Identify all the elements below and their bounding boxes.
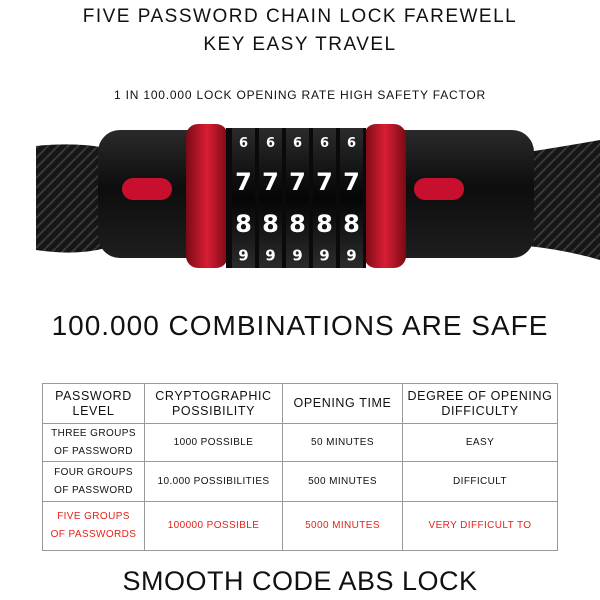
dial-digit: 7 [316, 167, 333, 196]
combination-dials [232, 128, 363, 268]
subtitle: 1 IN 100.000 LOCK OPENING RATE HIGH SAFETY FACTOR [114, 88, 486, 102]
dial-digit: 8 [289, 209, 306, 238]
dial-digit: 6 [292, 135, 303, 151]
dial-digit: 7 [289, 167, 306, 196]
dial-digit: 9 [319, 246, 330, 265]
dial-digit: 8 [316, 209, 333, 238]
dial-digit: 8 [262, 209, 279, 238]
dial-digit: 8 [235, 209, 252, 238]
cell-level: FIVE GROUPS OF PASSWORDS [43, 502, 145, 551]
red-button-right [414, 178, 464, 200]
headline: 100.000 COMBINATIONS ARE SAFE [51, 310, 549, 341]
cell-difficulty: EASY [403, 424, 558, 462]
chain-sleeve-right [528, 140, 600, 260]
title-line-1: FIVE PASSWORD CHAIN LOCK FAREWELL [82, 6, 518, 27]
dial-digit: 9 [238, 246, 249, 265]
dial-digit: 9 [346, 246, 357, 265]
table-row [43, 462, 558, 502]
cell-possibility: 100000 POSSIBLE [145, 502, 283, 551]
difficulty-table [42, 383, 558, 551]
table-row-highlighted [43, 502, 558, 551]
table-header-row [43, 384, 558, 424]
footer-title: SMOOTH CODE ABS LOCK [122, 566, 478, 596]
cell-possibility: 10.000 POSSIBILITIES [145, 462, 283, 502]
red-collar-right [364, 124, 406, 268]
cell-time: 50 MINUTES [283, 424, 403, 462]
table-row [43, 424, 558, 462]
dial-digit: 7 [235, 167, 252, 196]
cell-time: 5000 MINUTES [283, 502, 403, 551]
cell-difficulty: VERY DIFFICULT TO [403, 502, 558, 551]
red-collar-left [186, 124, 228, 268]
dial-digit: 6 [346, 135, 357, 151]
chain-lock-illustration [36, 118, 600, 290]
cell-difficulty: DIFFICULT [403, 462, 558, 502]
cell-level: THREE GROUPS OF PASSWORD [43, 424, 145, 462]
dial-digit: 7 [343, 167, 360, 196]
dial-digit: 7 [262, 167, 279, 196]
header-opening-time: OPENING TIME [283, 384, 403, 424]
dial-digit: 8 [343, 209, 360, 238]
dial-digit: 6 [265, 135, 276, 151]
cell-possibility: 1000 POSSIBLE [145, 424, 283, 462]
chain-sleeve-left [36, 144, 106, 252]
title-line-2: KEY EASY TRAVEL [203, 34, 397, 55]
header-difficulty: DEGREE OF OPENING DIFFICULTY [403, 384, 558, 424]
header-password-level: PASSWORD LEVEL [43, 384, 145, 424]
dial-digit: 6 [319, 135, 330, 151]
dial-digit: 9 [292, 246, 303, 265]
red-button-left [122, 178, 172, 200]
cell-time: 500 MINUTES [283, 462, 403, 502]
dial-digit: 6 [238, 135, 249, 151]
cell-level: FOUR GROUPS OF PASSWORD [43, 462, 145, 502]
header-cryptographic-possibility: CRYPTOGRAPHIC POSSIBILITY [145, 384, 283, 424]
chain-lock-image [36, 118, 600, 290]
dial-digit: 9 [265, 246, 276, 265]
